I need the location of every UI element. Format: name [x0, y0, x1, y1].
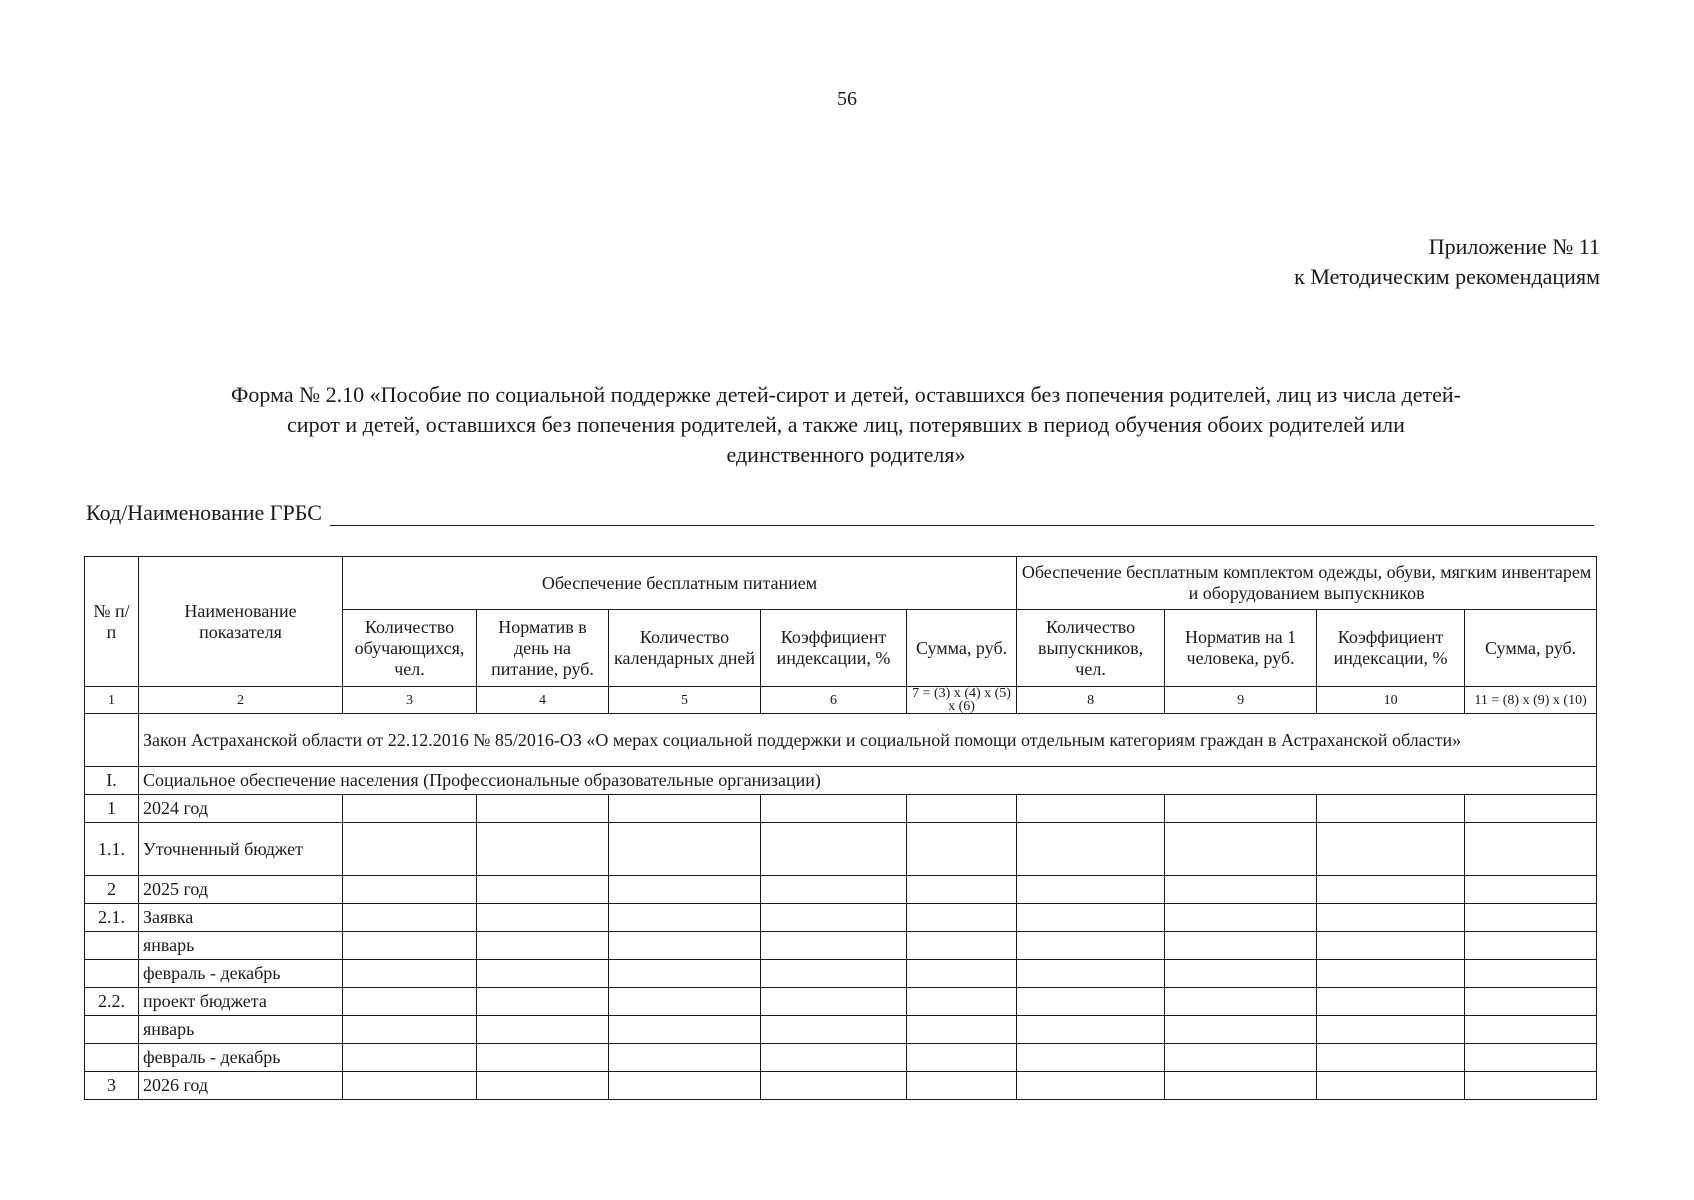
row-label: 2025 год [139, 876, 343, 904]
section-num: I. [85, 767, 139, 795]
header-days-count: Количество календарных дней [609, 610, 761, 687]
table-cell[interactable] [907, 876, 1017, 904]
table-cell[interactable] [477, 1072, 609, 1100]
row-label: Заявка [139, 904, 343, 932]
appendix-block [1294, 232, 1600, 292]
table-row [85, 823, 1597, 876]
row-label: 2026 год [139, 1072, 343, 1100]
table-cell[interactable] [1165, 960, 1317, 988]
page-number: 56 [837, 88, 857, 110]
table-cell[interactable] [1017, 904, 1165, 932]
table-cell[interactable] [343, 876, 477, 904]
table-cell[interactable] [1017, 876, 1165, 904]
table-cell[interactable] [609, 823, 761, 876]
column-formula: 7 = (3) x (4) x (5) x (6) [907, 687, 1017, 714]
row-label: февраль - декабрь [139, 1044, 343, 1072]
row-number: 2 [85, 876, 139, 904]
header-graduates-count: Количество выпускников, чел. [1017, 610, 1165, 687]
table-cell[interactable] [609, 904, 761, 932]
column-number: 5 [609, 687, 761, 714]
table-cell[interactable] [477, 932, 609, 960]
table-cell[interactable] [343, 1044, 477, 1072]
table-cell[interactable] [1165, 988, 1317, 1016]
table-cell[interactable] [1017, 1016, 1165, 1044]
header-group-clothes: Обеспечение бесплатным комплектом одежды, обуви, мягким инвентарем и оборудованием выпускников [1017, 557, 1597, 610]
row-number: 2.1. [85, 904, 139, 932]
row-label: январь [139, 1016, 343, 1044]
table-cell[interactable] [1465, 823, 1597, 876]
header-food-norm: Норматив в день на питание, руб. [477, 610, 609, 687]
section-row [85, 767, 1597, 795]
header-person-norm: Норматив на 1 человека, руб. [1165, 610, 1317, 687]
table-cell[interactable] [1317, 1072, 1465, 1100]
table-cell[interactable] [477, 1016, 609, 1044]
table-cell[interactable] [907, 795, 1017, 823]
table-cell[interactable] [761, 876, 907, 904]
table-cell[interactable] [1165, 795, 1317, 823]
table-cell[interactable] [1465, 1072, 1597, 1100]
law-num-cell [85, 714, 139, 767]
table-cell[interactable] [907, 988, 1017, 1016]
table-row [85, 904, 1597, 932]
row-label: Уточненный бюджет [139, 823, 343, 876]
table-cell[interactable] [761, 960, 907, 988]
table-cell[interactable] [1017, 932, 1165, 960]
table-cell[interactable] [1317, 1016, 1465, 1044]
table-cell[interactable] [1017, 823, 1165, 876]
table-cell[interactable] [761, 795, 907, 823]
table-row [85, 795, 1597, 823]
table-cell[interactable] [1165, 1044, 1317, 1072]
table-cell[interactable] [609, 1044, 761, 1072]
row-number [85, 1016, 139, 1044]
header-students-count: Количество обучающихся, чел. [343, 610, 477, 687]
table-cell[interactable] [1017, 988, 1165, 1016]
table-cell[interactable] [761, 1072, 907, 1100]
column-number: 1 [85, 687, 139, 714]
table-cell[interactable] [477, 876, 609, 904]
table-cell[interactable] [907, 960, 1017, 988]
header-food-sum: Сумма, руб. [907, 610, 1017, 687]
table-cell[interactable] [907, 1044, 1017, 1072]
form-title [86, 380, 1606, 470]
table-cell[interactable] [907, 1072, 1017, 1100]
table-cell[interactable] [761, 904, 907, 932]
row-label: январь [139, 932, 343, 960]
table-cell[interactable] [1165, 1072, 1317, 1100]
form-table [84, 556, 1597, 1100]
form-title-line-2: сирот и детей, оставшихся без попечения родителей, а также лиц, потерявших в период обучения обоих родителей или [287, 412, 1405, 437]
column-number: 8 [1017, 687, 1165, 714]
table-row [85, 1044, 1597, 1072]
table-cell[interactable] [1165, 1016, 1317, 1044]
table-cell[interactable] [1165, 876, 1317, 904]
table-cell[interactable] [1317, 876, 1465, 904]
column-number: 6 [761, 687, 907, 714]
row-number: 2.2. [85, 988, 139, 1016]
law-row [85, 714, 1597, 767]
table-cell[interactable] [1017, 1044, 1165, 1072]
header-group-food: Обеспечение бесплатным питанием [343, 557, 1017, 610]
row-number [85, 932, 139, 960]
table-cell[interactable] [609, 876, 761, 904]
table-row [85, 960, 1597, 988]
table-cell[interactable] [1317, 795, 1465, 823]
table-cell[interactable] [1165, 932, 1317, 960]
table-cell[interactable] [343, 1072, 477, 1100]
row-number: 1.1. [85, 823, 139, 876]
table-cell[interactable] [1317, 1044, 1465, 1072]
header-food-index: Коэффициент индексации, % [761, 610, 907, 687]
column-number: 3 [343, 687, 477, 714]
form-title-line-1: Форма № 2.10 «Пособие по социальной поддержке детей-сирот и детей, оставшихся без попечения родителей, лиц из числа детей- [231, 382, 1461, 407]
table-cell[interactable] [761, 1044, 907, 1072]
appendix-title: Приложение № 11 [1428, 234, 1600, 259]
column-numbers-row [85, 687, 1597, 714]
table-cell[interactable] [609, 960, 761, 988]
grbs-blank-line [330, 501, 1594, 526]
table-cell[interactable] [1465, 904, 1597, 932]
row-number: 1 [85, 795, 139, 823]
column-number: 2 [139, 687, 343, 714]
form-title-line-3: единственного родителя» [726, 442, 966, 467]
appendix-subtitle: к Методическим рекомендациям [1294, 264, 1600, 289]
column-number: 10 [1317, 687, 1465, 714]
table-cell[interactable] [761, 932, 907, 960]
table-cell[interactable] [609, 988, 761, 1016]
table-cell[interactable] [1165, 823, 1317, 876]
table-cell[interactable] [343, 988, 477, 1016]
table-cell[interactable] [1317, 823, 1465, 876]
table-cell[interactable] [477, 823, 609, 876]
table-cell[interactable] [1317, 932, 1465, 960]
table-cell[interactable] [609, 1072, 761, 1100]
table-cell[interactable] [907, 904, 1017, 932]
header-name: Наименование показателя [139, 557, 343, 687]
table-cell[interactable] [907, 1016, 1017, 1044]
row-number: 3 [85, 1072, 139, 1100]
table-cell[interactable] [477, 988, 609, 1016]
table-cell[interactable] [1317, 988, 1465, 1016]
table-cell[interactable] [907, 932, 1017, 960]
row-number [85, 960, 139, 988]
table-cell[interactable] [343, 960, 477, 988]
table-cell[interactable] [343, 1016, 477, 1044]
table-cell[interactable] [761, 1016, 907, 1044]
table-cell[interactable] [1165, 904, 1317, 932]
table-cell[interactable] [1017, 960, 1165, 988]
row-label: 2024 год [139, 795, 343, 823]
table-cell[interactable] [477, 960, 609, 988]
table-cell[interactable] [761, 823, 907, 876]
table-cell[interactable] [1465, 932, 1597, 960]
header-num: № п/п [85, 557, 139, 687]
table-cell[interactable] [477, 1044, 609, 1072]
table-cell[interactable] [761, 988, 907, 1016]
header-clothes-sum: Сумма, руб. [1465, 610, 1597, 687]
table-cell[interactable] [1465, 988, 1597, 1016]
table-cell[interactable] [609, 932, 761, 960]
table-row [85, 932, 1597, 960]
table-cell[interactable] [1465, 795, 1597, 823]
table-cell[interactable] [1465, 1044, 1597, 1072]
row-number [85, 1044, 139, 1072]
law-text: Закон Астраханской области от 22.12.2016 № 85/2016-ОЗ «О мерах социальной поддержки и социальной помощи отдельным категориям граждан в Астраханской области» [139, 714, 1597, 767]
table-cell[interactable] [343, 823, 477, 876]
table-cell[interactable] [907, 823, 1017, 876]
table-cell[interactable] [343, 932, 477, 960]
table-cell[interactable] [477, 795, 609, 823]
table-cell[interactable] [609, 795, 761, 823]
table-row [85, 876, 1597, 904]
table-cell[interactable] [1017, 1072, 1165, 1100]
grbs-label: Код/Наименование ГРБС [86, 500, 322, 525]
section-text: Социальное обеспечение населения (Профессиональные образовательные организации) [139, 767, 1597, 795]
column-formula: 11 = (8) x (9) x (10) [1465, 687, 1597, 714]
table-cell[interactable] [1465, 876, 1597, 904]
table-row [85, 988, 1597, 1016]
table-row [85, 1016, 1597, 1044]
table-cell[interactable] [477, 904, 609, 932]
table-cell[interactable] [1317, 904, 1465, 932]
row-label: проект бюджета [139, 988, 343, 1016]
table-cell[interactable] [1465, 1016, 1597, 1044]
table-cell[interactable] [1465, 960, 1597, 988]
header-clothes-index: Коэффициент индексации, % [1317, 610, 1465, 687]
table-cell[interactable] [343, 795, 477, 823]
column-number: 4 [477, 687, 609, 714]
table-cell[interactable] [343, 904, 477, 932]
column-number: 9 [1165, 687, 1317, 714]
table-row [85, 1072, 1597, 1100]
data-rows [85, 795, 1597, 1100]
table-cell[interactable] [609, 1016, 761, 1044]
grbs-field [86, 500, 1594, 526]
table-cell[interactable] [1017, 795, 1165, 823]
table-cell[interactable] [1317, 960, 1465, 988]
row-label: февраль - декабрь [139, 960, 343, 988]
